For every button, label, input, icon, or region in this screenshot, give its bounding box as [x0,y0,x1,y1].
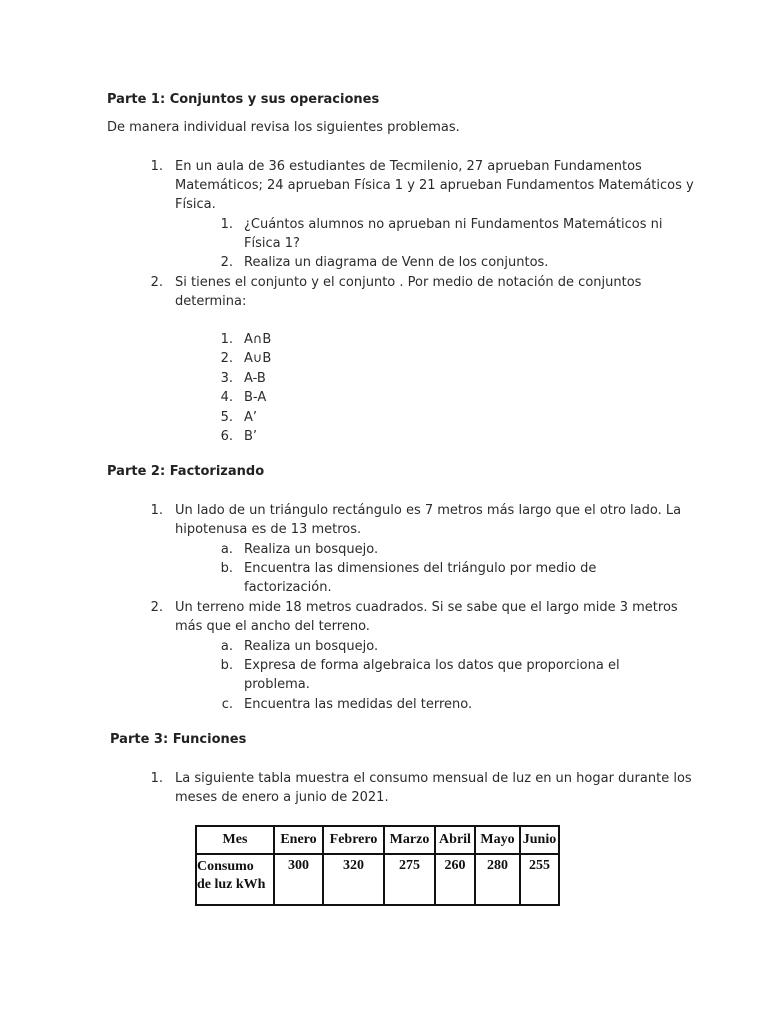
table-row-label [196,854,274,905]
table-cell: 275 [384,854,435,905]
problem-text-line: más que el ancho del terreno. [175,619,370,634]
row-label-line: Consumo [197,859,254,874]
table-header-cell: Febrero [323,826,384,854]
table-cell: 260 [435,854,475,905]
part1-heading: Parte 1: Conjuntos y sus operaciones [107,92,380,107]
set-operation: A-B [244,371,266,386]
list-number: 1. [150,503,163,518]
sub-list-number: 6. [220,429,233,444]
problem-text-line: Física. [175,197,216,212]
table-row [196,854,559,905]
set-operation: A’ [244,410,258,425]
list-number: 1. [150,771,163,786]
table-header-cell: Marzo [384,826,435,854]
list-number: 1. [150,159,163,174]
part1-intro: De manera individual revisa los siguientes problemas. [107,120,460,135]
sub-list-number: 2. [220,351,233,366]
sub-list-number: 1. [220,217,233,232]
table-header-cell: Junio [520,826,559,854]
sub-item-line: Realiza un bosquejo. [244,542,379,557]
consumption-table [195,825,560,906]
set-operation: A∩B [244,332,272,347]
sub-item-line: Expresa de forma algebraica los datos que proporciona el [244,658,620,673]
sub-list-number: 5. [220,410,233,425]
table-header-cell: Enero [274,826,323,854]
problem-text-line: hipotenusa es de 13 metros. [175,522,362,537]
problem-text-line: En un aula de 36 estudiantes de Tecmilenio, 27 aprueban Fundamentos [175,159,642,174]
set-operation: B’ [244,429,258,444]
row-label-line: de luz kWh [197,877,266,892]
table-cell: 280 [475,854,520,905]
sub-list-letter: b. [220,658,233,673]
sub-list-letter: c. [221,697,233,712]
problem-text-line: determina: [175,294,247,309]
problem-text-line: Un terreno mide 18 metros cuadrados. Si se sabe que el largo mide 3 metros [175,600,678,615]
sub-item-line: factorización. [244,580,332,595]
table-header-row [196,826,559,854]
table-cell: 320 [323,854,384,905]
problem-text-line: meses de enero a junio de 2021. [175,790,389,805]
set-operation: B-A [244,390,267,405]
table-header-cell: Abril [435,826,475,854]
table-cell: 255 [520,854,559,905]
list-number: 2. [150,600,163,615]
table-cell: 300 [274,854,323,905]
problem-text-line: Matemáticos; 24 aprueban Física 1 y 21 aprueban Fundamentos Matemáticos y [175,178,694,193]
sub-list-letter: a. [220,639,233,654]
sub-item-line: Realiza un diagrama de Venn de los conjuntos. [244,255,549,270]
part3-heading: Parte 3: Funciones [110,732,247,747]
sub-item-line: problema. [244,677,310,692]
sub-list-number: 2. [220,255,233,270]
sub-list-number: 4. [220,390,233,405]
sub-list-letter: b. [220,561,233,576]
table-header-cell: Mes [196,826,274,854]
set-operation: A∪B [244,351,272,366]
sub-list-number: 1. [220,332,233,347]
sub-item-line: Encuentra las medidas del terreno. [244,697,473,712]
table-header-cell: Mayo [475,826,520,854]
sub-item-line: Encuentra las dimensiones del triángulo por medio de [244,561,597,576]
problem-text-line: Un lado de un triángulo rectángulo es 7 metros más largo que el otro lado. La [175,503,682,518]
sub-list-number: 3. [220,371,233,386]
problem-text-line: La siguiente tabla muestra el consumo mensual de luz en un hogar durante los [175,771,692,786]
sub-item-line: Física 1? [244,236,300,251]
sub-list-letter: a. [220,542,233,557]
part2-heading: Parte 2: Factorizando [107,464,265,479]
list-number: 2. [150,275,163,290]
sub-item-line: Realiza un bosquejo. [244,639,379,654]
sub-item-line: ¿Cuántos alumnos no aprueban ni Fundamentos Matemáticos ni [244,217,663,232]
problem-text-line: Si tienes el conjunto y el conjunto . Por medio de notación de conjuntos [175,275,642,290]
